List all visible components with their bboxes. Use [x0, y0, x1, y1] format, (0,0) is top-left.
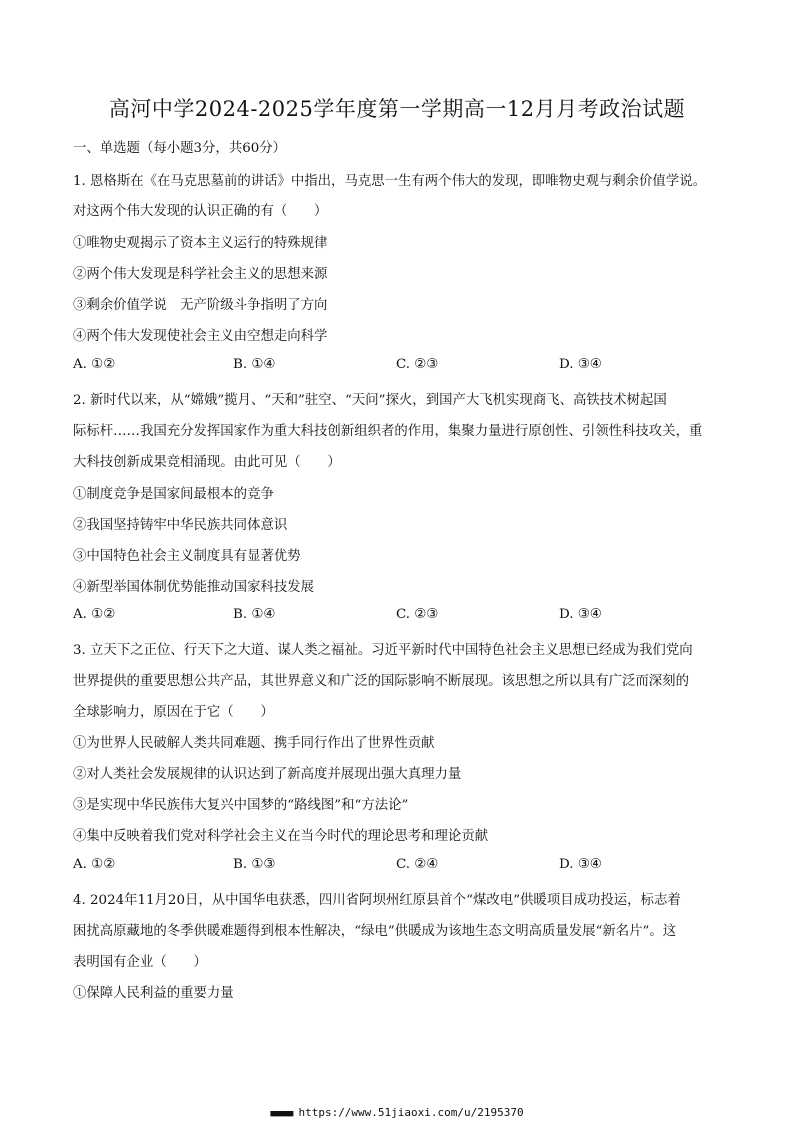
- q1-statement-4: ④两个伟大发现使社会主义由空想走向科学: [73, 329, 328, 344]
- q3-option-a[interactable]: A. ①②: [73, 857, 116, 872]
- q2-stem-line2: 际标杆……我国充分发挥国家作为重大科技创新组织者的作用，集聚力量进行原创性、引领性科技攻关，重: [73, 424, 703, 439]
- q3-stem-line2: 世界提供的重要思想公共产品，其世界意义和广泛的国际影响不断展现。该思想之所以具有广泛而深刻的: [73, 674, 689, 689]
- q4-stem-line2: 困扰高原藏地的冬季供暖难题得到根本性解决，“绿电”供暖成为该地生态文明高质量发展“新名片”。这: [73, 924, 677, 939]
- q3-option-c[interactable]: C. ②④: [396, 857, 439, 872]
- q2-statement-1: ①制度竞争是国家间最根本的竞争: [73, 487, 274, 502]
- q3-statement-4: ④集中反映着我们党对科学社会主义在当今时代的理论思考和理论贡献: [73, 829, 489, 844]
- q2-statement-3: ③中国特色社会主义制度具有显著优势: [73, 549, 301, 564]
- q2-option-d[interactable]: D. ③④: [559, 607, 602, 622]
- footer-url[interactable]: https://www.51jiaoxi.com/u/2195370: [298, 1106, 524, 1119]
- q3-option-b[interactable]: B. ①③: [233, 857, 276, 872]
- q1-option-d[interactable]: D. ③④: [559, 357, 602, 372]
- q1-statement-1: ①唯物史观揭示了资本主义运行的特殊规律: [73, 236, 328, 251]
- q2-option-c[interactable]: C. ②③: [396, 607, 439, 622]
- watermark-logo: ■■■■■: [270, 1109, 293, 1119]
- section-heading: 一、单选题（每小题3分，共60分）: [73, 141, 287, 156]
- q1-statement-2: ②两个伟大发现是科学社会主义的思想来源: [73, 267, 328, 282]
- q1-statement-3: ③剩余价值学说 无产阶级斗争指明了方向: [73, 298, 328, 313]
- q1-stem-line1: 1. 恩格斯在《在马克思墓前的讲话》中指出，马克思一生有两个伟大的发现，即唯物史观与剩余价值学说。: [73, 174, 706, 189]
- q2-statement-2: ②我国坚持铸牢中华民族共同体意识: [73, 518, 288, 533]
- q3-statement-1: ①为世界人民破解人类共同难题、携手同行作出了世界性贡献: [73, 736, 435, 751]
- q1-option-a[interactable]: A. ①②: [73, 357, 116, 372]
- q1-stem-line2: 对这两个伟大发现的认识正确的有（ ）: [73, 204, 328, 219]
- q2-stem-line1: 2. 新时代以来，从“嫦娥”揽月、“天和”驻空、“天问”探火，到国产大飞机实现商飞、高铁技术树起国: [73, 393, 667, 408]
- q3-stem-line1: 3. 立天下之正位、行天下之大道、谋人类之福祉。习近平新时代中国特色社会主义思想已经成为我们党向: [73, 643, 693, 658]
- q2-option-b[interactable]: B. ①④: [233, 607, 276, 622]
- q2-stem-line3: 大科技创新成果竞相涌现。由此可见（ ）: [73, 455, 341, 470]
- q4-statement-1: ①保障人民利益的重要力量: [73, 986, 234, 1001]
- q2-statement-4: ④新型举国体制优势能推动国家科技发展: [73, 580, 315, 595]
- q4-stem-line1: 4. 2024年11月20日，从中国华电获悉，四川省阿坝州红原县首个“煤改电”供暖项目成功投运，标志着: [73, 893, 681, 908]
- q4-stem-line3: 表明国有企业（ ）: [73, 955, 207, 970]
- q1-option-c[interactable]: C. ②③: [396, 357, 439, 372]
- q1-option-b[interactable]: B. ①④: [233, 357, 276, 372]
- q3-statement-3: ③是实现中华民族伟大复兴中国梦的“路线图”和“方法论”: [73, 798, 409, 813]
- q2-option-a[interactable]: A. ①②: [73, 607, 116, 622]
- q3-option-d[interactable]: D. ③④: [559, 857, 602, 872]
- q3-stem-line3: 全球影响力，原因在于它（ ）: [73, 705, 274, 720]
- q3-statement-2: ②对人类社会发展规律的认识达到了新高度并展现出强大真理力量: [73, 767, 462, 782]
- footer-watermark: [0, 1106, 794, 1119]
- exam-title: 高河中学2024-2025学年度第一学期高一12月月考政治试题: [108, 97, 686, 121]
